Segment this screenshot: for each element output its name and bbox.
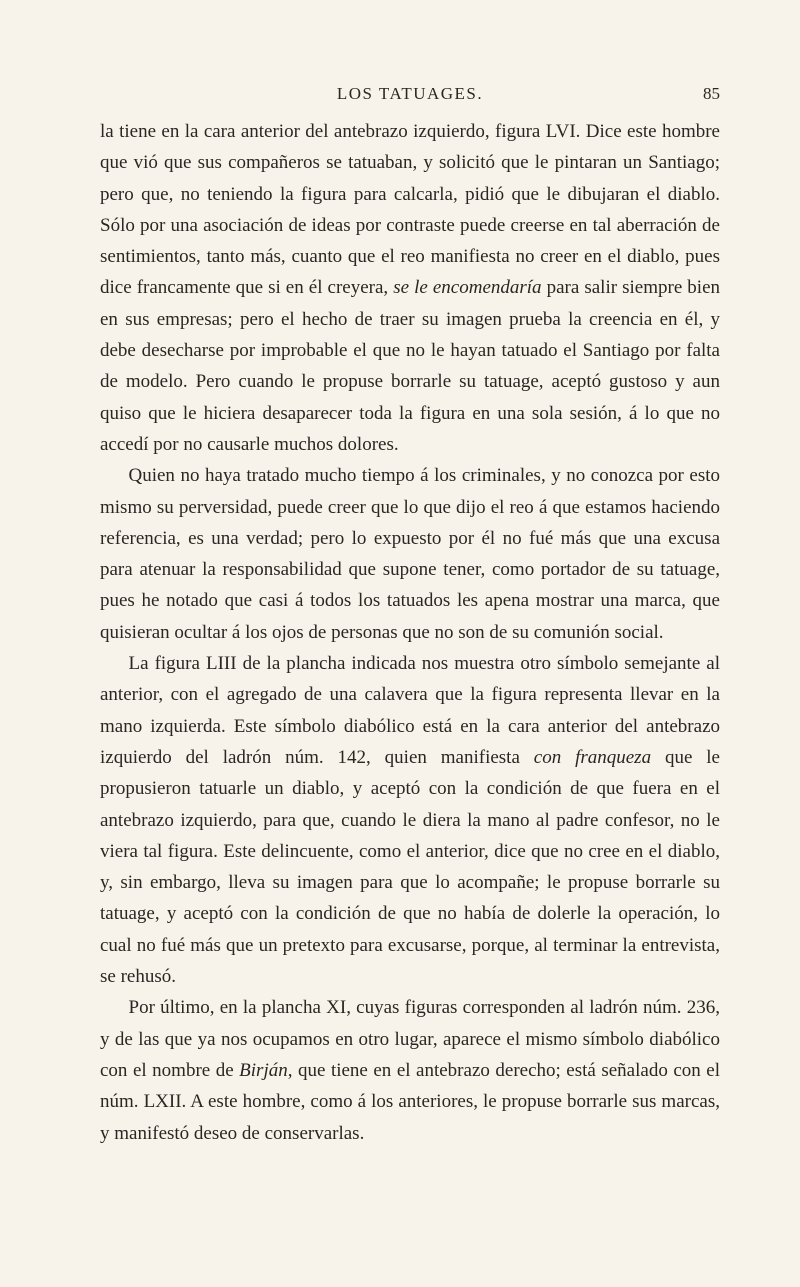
- paragraph-1: [100, 116, 720, 460]
- paragraph-text: , que tiene en el antebrazo derecho; está señalado con el núm. LXII. A este hombre, como á los anteriores, le propuse borrarle sus marcas, y manifestó deseo de conservarlas.: [100, 1059, 720, 1144]
- paragraph-text: que le propusieron tatuarle un diablo, y aceptó con la condición de que fuera en el antebrazo izquierdo, para que, cuando le diera la mano al padre confesor, no le viera tal figura. Este delincuente, como el anterior, dice que no cree en el diablo, y, sin embargo, lleva su imagen para que lo acompañe; le propuse borrarle su tatuage, y aceptó con la condición de que no había de dolerle la operación, lo cual no fué más que un pretexto para excusarse, porque, al terminar la entrevista, se rehusó.: [100, 746, 720, 988]
- italic-phrase: Birján: [239, 1059, 288, 1081]
- italic-phrase: con franqueza: [533, 746, 652, 768]
- body-text: [100, 116, 720, 1149]
- paragraph-2: [100, 460, 720, 648]
- running-head: [100, 80, 720, 108]
- paragraph-4: [100, 992, 720, 1148]
- page-number: 85: [703, 84, 720, 103]
- paragraph-text: la tiene en la cara anterior del antebrazo izquierdo, figura LVI. Dice este hombre que vió que sus compañeros se tatuaban, y solicitó que le pintaran un Santiago; pero que, no teniendo la figura para calcarla, pidió que le dibujaran el diablo. Sólo por una asociación de ideas por contraste puede creerse en tal aberración de sentimientos, tanto más, cuanto que el reo manifiesta no creer en el diablo, pues dice francamente que si en él creyera,: [100, 121, 720, 299]
- paragraph-text: La figura LIII de la plancha indicada nos muestra otro símbolo semejante al anterior, con el agregado de una calavera que la figura representa llevar en la mano izquierda. Este símbolo diabólico está en la cara anterior del antebrazo izquierdo del ladrón núm. 142, quien manifiesta: [100, 653, 720, 768]
- paragraph-text: Quien no haya tratado mucho tiempo á los criminales, y no conozca por esto mismo su perversidad, puede creer que lo que dijo el reo á que estamos haciendo referencia, es una verdad; pero lo expuesto por él no fué más que una excusa para atenuar la responsabilidad que supone tener, como portador de su tatuage, pues he notado que casi á todos los tatuados les apena mostrar una marca, que quisieran ocultar á los ojos de personas que no son de su comunión social.: [100, 465, 720, 643]
- running-title: LOS TATUAGES.: [336, 84, 484, 103]
- paragraph-3: [100, 648, 720, 992]
- paragraph-text: Por último, en la plancha XI, cuyas figuras corresponden al ladrón núm. 236, y de las que ya nos ocupamos en otro lugar, aparece el mismo símbolo diabólico con el nombre de: [100, 997, 720, 1081]
- paragraph-text: para salir siempre bien en sus empresas; pero el hecho de traer su imagen prueba la creencia en él, y debe desecharse por improbable el que no le hayan tatuado el Santiago por falta de modelo. Pero cuando le propuse borrarle su tatuage, aceptó gustoso y aun quiso que le hiciera desaparecer toda la figura en una sola sesión, á lo que no accedí por no causarle muchos dolores.: [100, 277, 721, 455]
- italic-phrase: se le encomendaría: [393, 277, 542, 299]
